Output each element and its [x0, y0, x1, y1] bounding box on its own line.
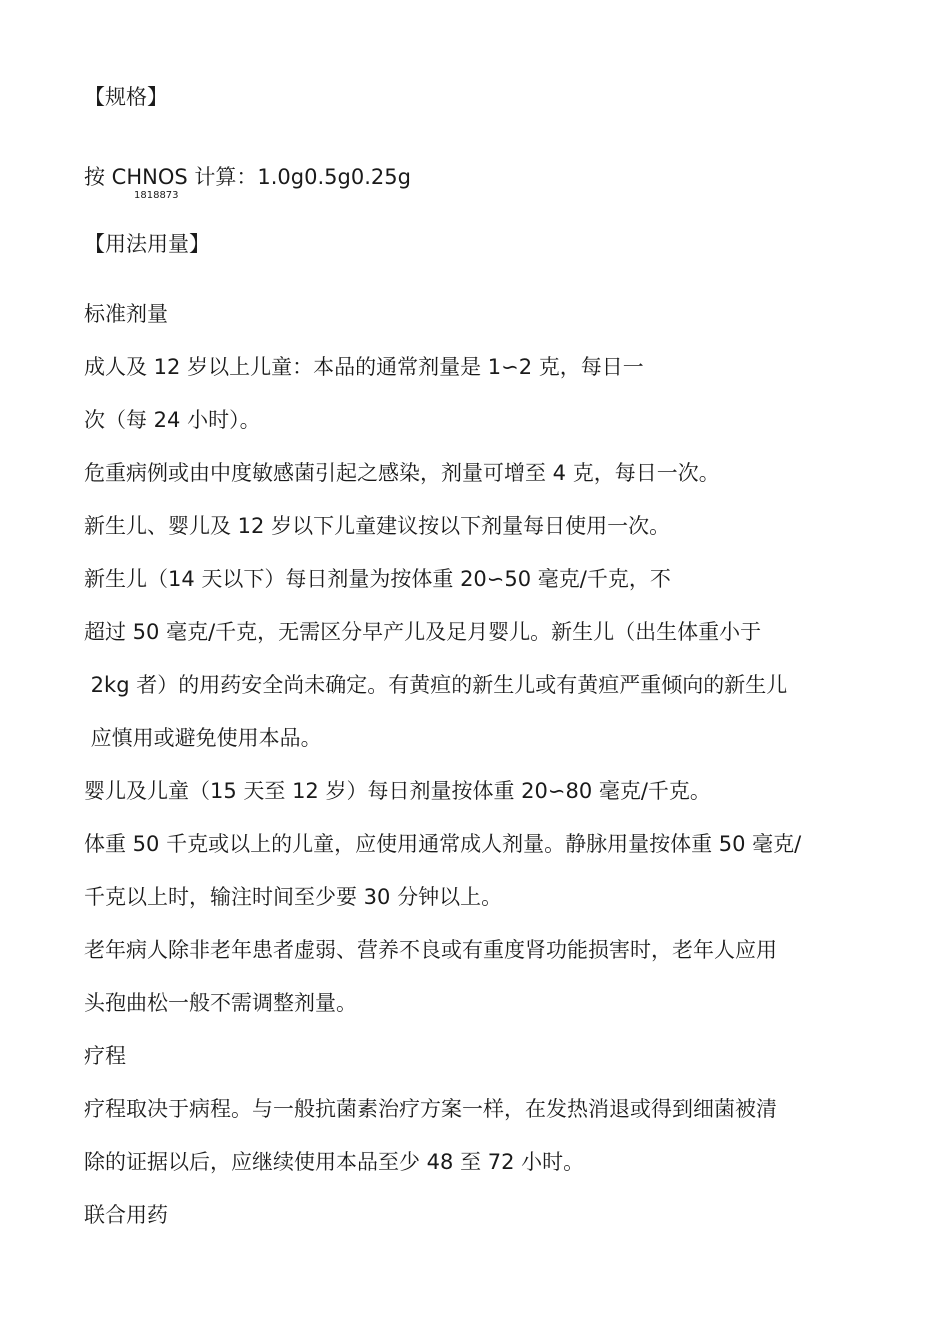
- usage-line: 头孢曲松一般不需调整剂量。: [84, 991, 357, 1015]
- spec-formula-prefix: 按 CHNOS 计算：: [84, 165, 258, 189]
- usage-line: 次（每 24 小时）。: [84, 408, 261, 432]
- course-title: 疗程: [84, 1044, 126, 1068]
- usage-line: 应慎用或避免使用本品。: [84, 726, 322, 750]
- combination-title: 联合用药: [84, 1203, 168, 1227]
- usage-line: 体重 50 千克或以上的儿童，应使用通常成人剂量。静脉用量按体重 50 毫克/: [84, 832, 802, 856]
- usage-line: 超过 50 毫克/千克，无需区分早产儿及足月婴儿。新生儿（出生体重小于: [84, 620, 762, 644]
- spec-formula-values: 1.0g0.5g0.25g: [257, 165, 411, 189]
- usage-line: 婴儿及儿童（15 天至 12 岁）每日剂量按体重 20∽80 毫克/千克。: [84, 779, 711, 803]
- spec-formula-line: [84, 162, 411, 192]
- usage-line: 新生儿、婴儿及 12 岁以下儿童建议按以下剂量每日使用一次。: [84, 514, 671, 538]
- usage-line: 危重病例或由中度敏感菌引起之感染，剂量可增至 4 克，每日一次。: [84, 461, 720, 485]
- spec-formula-subscript: 1818873: [134, 190, 179, 201]
- course-line: 疗程取决于病程。与一般抗菌素治疗方案一样，在发热消退或得到细菌被清: [84, 1097, 777, 1121]
- usage-line: 千克以上时，输注时间至少要 30 分钟以上。: [84, 885, 503, 909]
- course-line: 除的证据以后，应继续使用本品至少 48 至 72 小时。: [84, 1150, 585, 1174]
- usage-heading: 【用法用量】: [84, 232, 210, 256]
- usage-line: 新生儿（14 天以下）每日剂量为按体重 20∽50 毫克/千克，不: [84, 567, 671, 591]
- usage-line: 成人及 12 岁以上儿童：本品的通常剂量是 1∽2 克，每日一: [84, 355, 644, 379]
- spec-heading: 【规格】: [84, 85, 168, 109]
- standard-dose-title: 标准剂量: [84, 302, 168, 326]
- usage-line: 老年病人除非老年患者虚弱、营养不良或有重度肾功能损害时，老年人应用: [84, 938, 777, 962]
- usage-line: 2kg 者）的用药安全尚未确定。有黄疸的新生儿或有黄疸严重倾向的新生儿: [84, 673, 788, 697]
